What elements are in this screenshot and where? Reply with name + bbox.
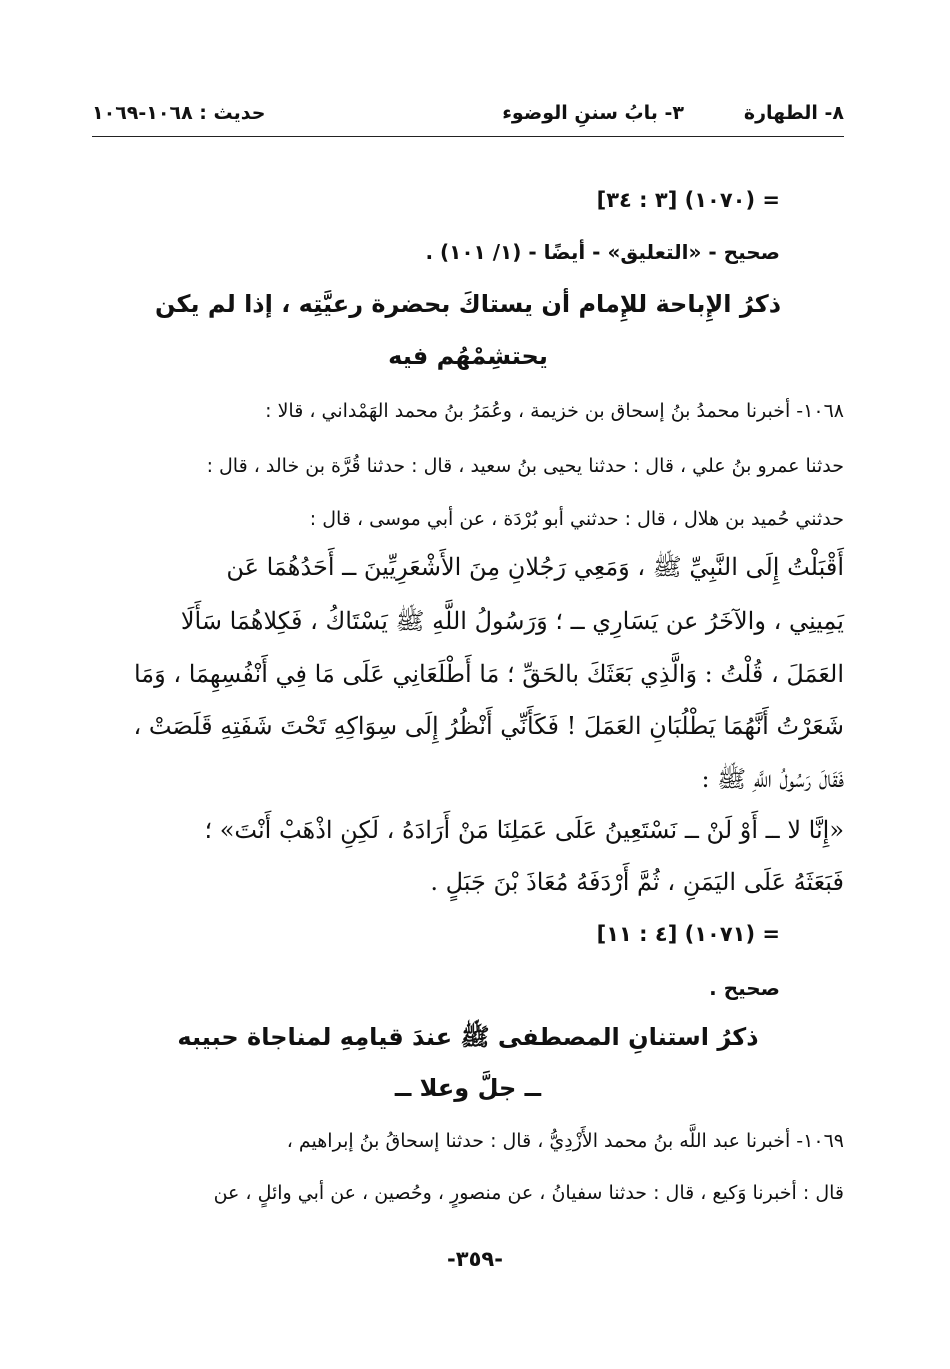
matn-line: شَعَرْتُ أَنَّهُمَا يَطْلُبَانِ العَمَلَ ! فَكَأَنِّي أَنْظُرُ إِلَى سِوَاكِهِ تَحْتَ شَفَتِهِ قَلَصَتْ ،	[133, 712, 844, 740]
running-header	[92, 96, 844, 140]
hadith-grading: صحيح .	[709, 976, 780, 1000]
chapter-heading-continuation: ــ جلَّ وعلا ــ	[394, 1074, 542, 1102]
isnad-line: ١٠٦٨- أخبرنا محمدُ بنُ إسحاق بن خزيمة ، وعُمَرُ بنُ محمد الهَمْداني ، قالا :	[265, 400, 844, 422]
isnad-line: قال : أخبرنا وَكيع ، قال : حدثنا سفيانُ ، عن منصورٍ ، وحُصين ، عن أبي وائلٍ ، عن	[213, 1182, 844, 1204]
header-hadith-range: حديث : ١٠٦٨-١٠٦٩	[92, 102, 266, 124]
header-chapter-title: ٣- بابُ سننِ الوضوء	[502, 102, 684, 124]
header-divider	[92, 136, 844, 137]
matn-line: فَقَالَ رَسُولُ اللَّهِ ﷺ :	[701, 765, 844, 793]
matn-line: «إِنَّا لا ــ أَوْ لَنْ ــ نَسْتَعِينُ عَلَى عَمَلِنَا مَنْ أَرَادَهُ ، لَكِنِ اذْهَبْ أَنْتَ» ؛	[204, 816, 844, 844]
matn-line: فَبَعَثَهُ عَلَى اليَمَنِ ، ثُمَّ أَرْدَفَهُ مُعَاذَ بْنَ جَبَلٍ .	[430, 868, 844, 896]
header-book-title: ٨- الطهارة	[743, 102, 844, 124]
chapter-heading: ذكرُ استنانِ المصطفى ﷺ عندَ قيامِهِ لمناجاة حبيبه	[177, 1023, 759, 1051]
hadith-cross-reference: = (١٠٧١) [٤ : ١١]	[596, 922, 780, 946]
page-number: -٣٥٩-	[447, 1247, 503, 1271]
isnad-line: ١٠٦٩- أخبرنا عبد اللَّه بنُ محمد الأَزْدِيُّ ، قال : حدثنا إسحاقُ بنُ إبراهيم ،	[286, 1130, 844, 1152]
hadith-grading: صحيح - «التعليق» - أيضًا - (١/ ١٠١) .	[425, 240, 780, 264]
chapter-heading: ذكرُ الإِباحة للإِمام أن يستاكَ بحضرة رعيَّتِه ، إذا لم يكن	[154, 290, 782, 318]
chapter-heading-continuation: يحتشِمْهُم فيه	[388, 342, 548, 370]
matn-line: يَمِينِي ، والآخَرُ عن يَسَارِي ــ ؛ وَرَسُولُ اللَّهِ ﷺ يَسْتَاكُ ، فَكِلاهُمَا سَأَلَا	[180, 607, 844, 635]
isnad-line: حدثني حُميد بن هلال ، قال : حدثني أبو بُرْدَة ، عن أبي موسى ، قال :	[309, 508, 844, 530]
isnad-line: حدثنا عمرو بنُ علي ، قال : حدثنا يحيى بنُ سعيد ، قال : حدثنا قُرَّة بن خالد ، قال :	[206, 455, 844, 477]
matn-line: العَمَلَ ، قُلْتُ : وَالَّذِي بَعَثَكَ بالحَقِّ ؛ مَا أَطْلَعَانِي عَلَى مَا فِي أَنْفُسِهِمَا ، وَمَا	[133, 660, 844, 688]
matn-line: أَقْبَلْتُ إِلَى النَّبِيِّ ﷺ ، وَمَعِي رَجُلانِ مِنَ الأَشْعَرِيِّينَ ــ أَحَدُهُمَا عَن	[226, 553, 844, 581]
hadith-cross-reference: = (١٠٧٠) [٣ : ٣٤]	[596, 188, 780, 212]
